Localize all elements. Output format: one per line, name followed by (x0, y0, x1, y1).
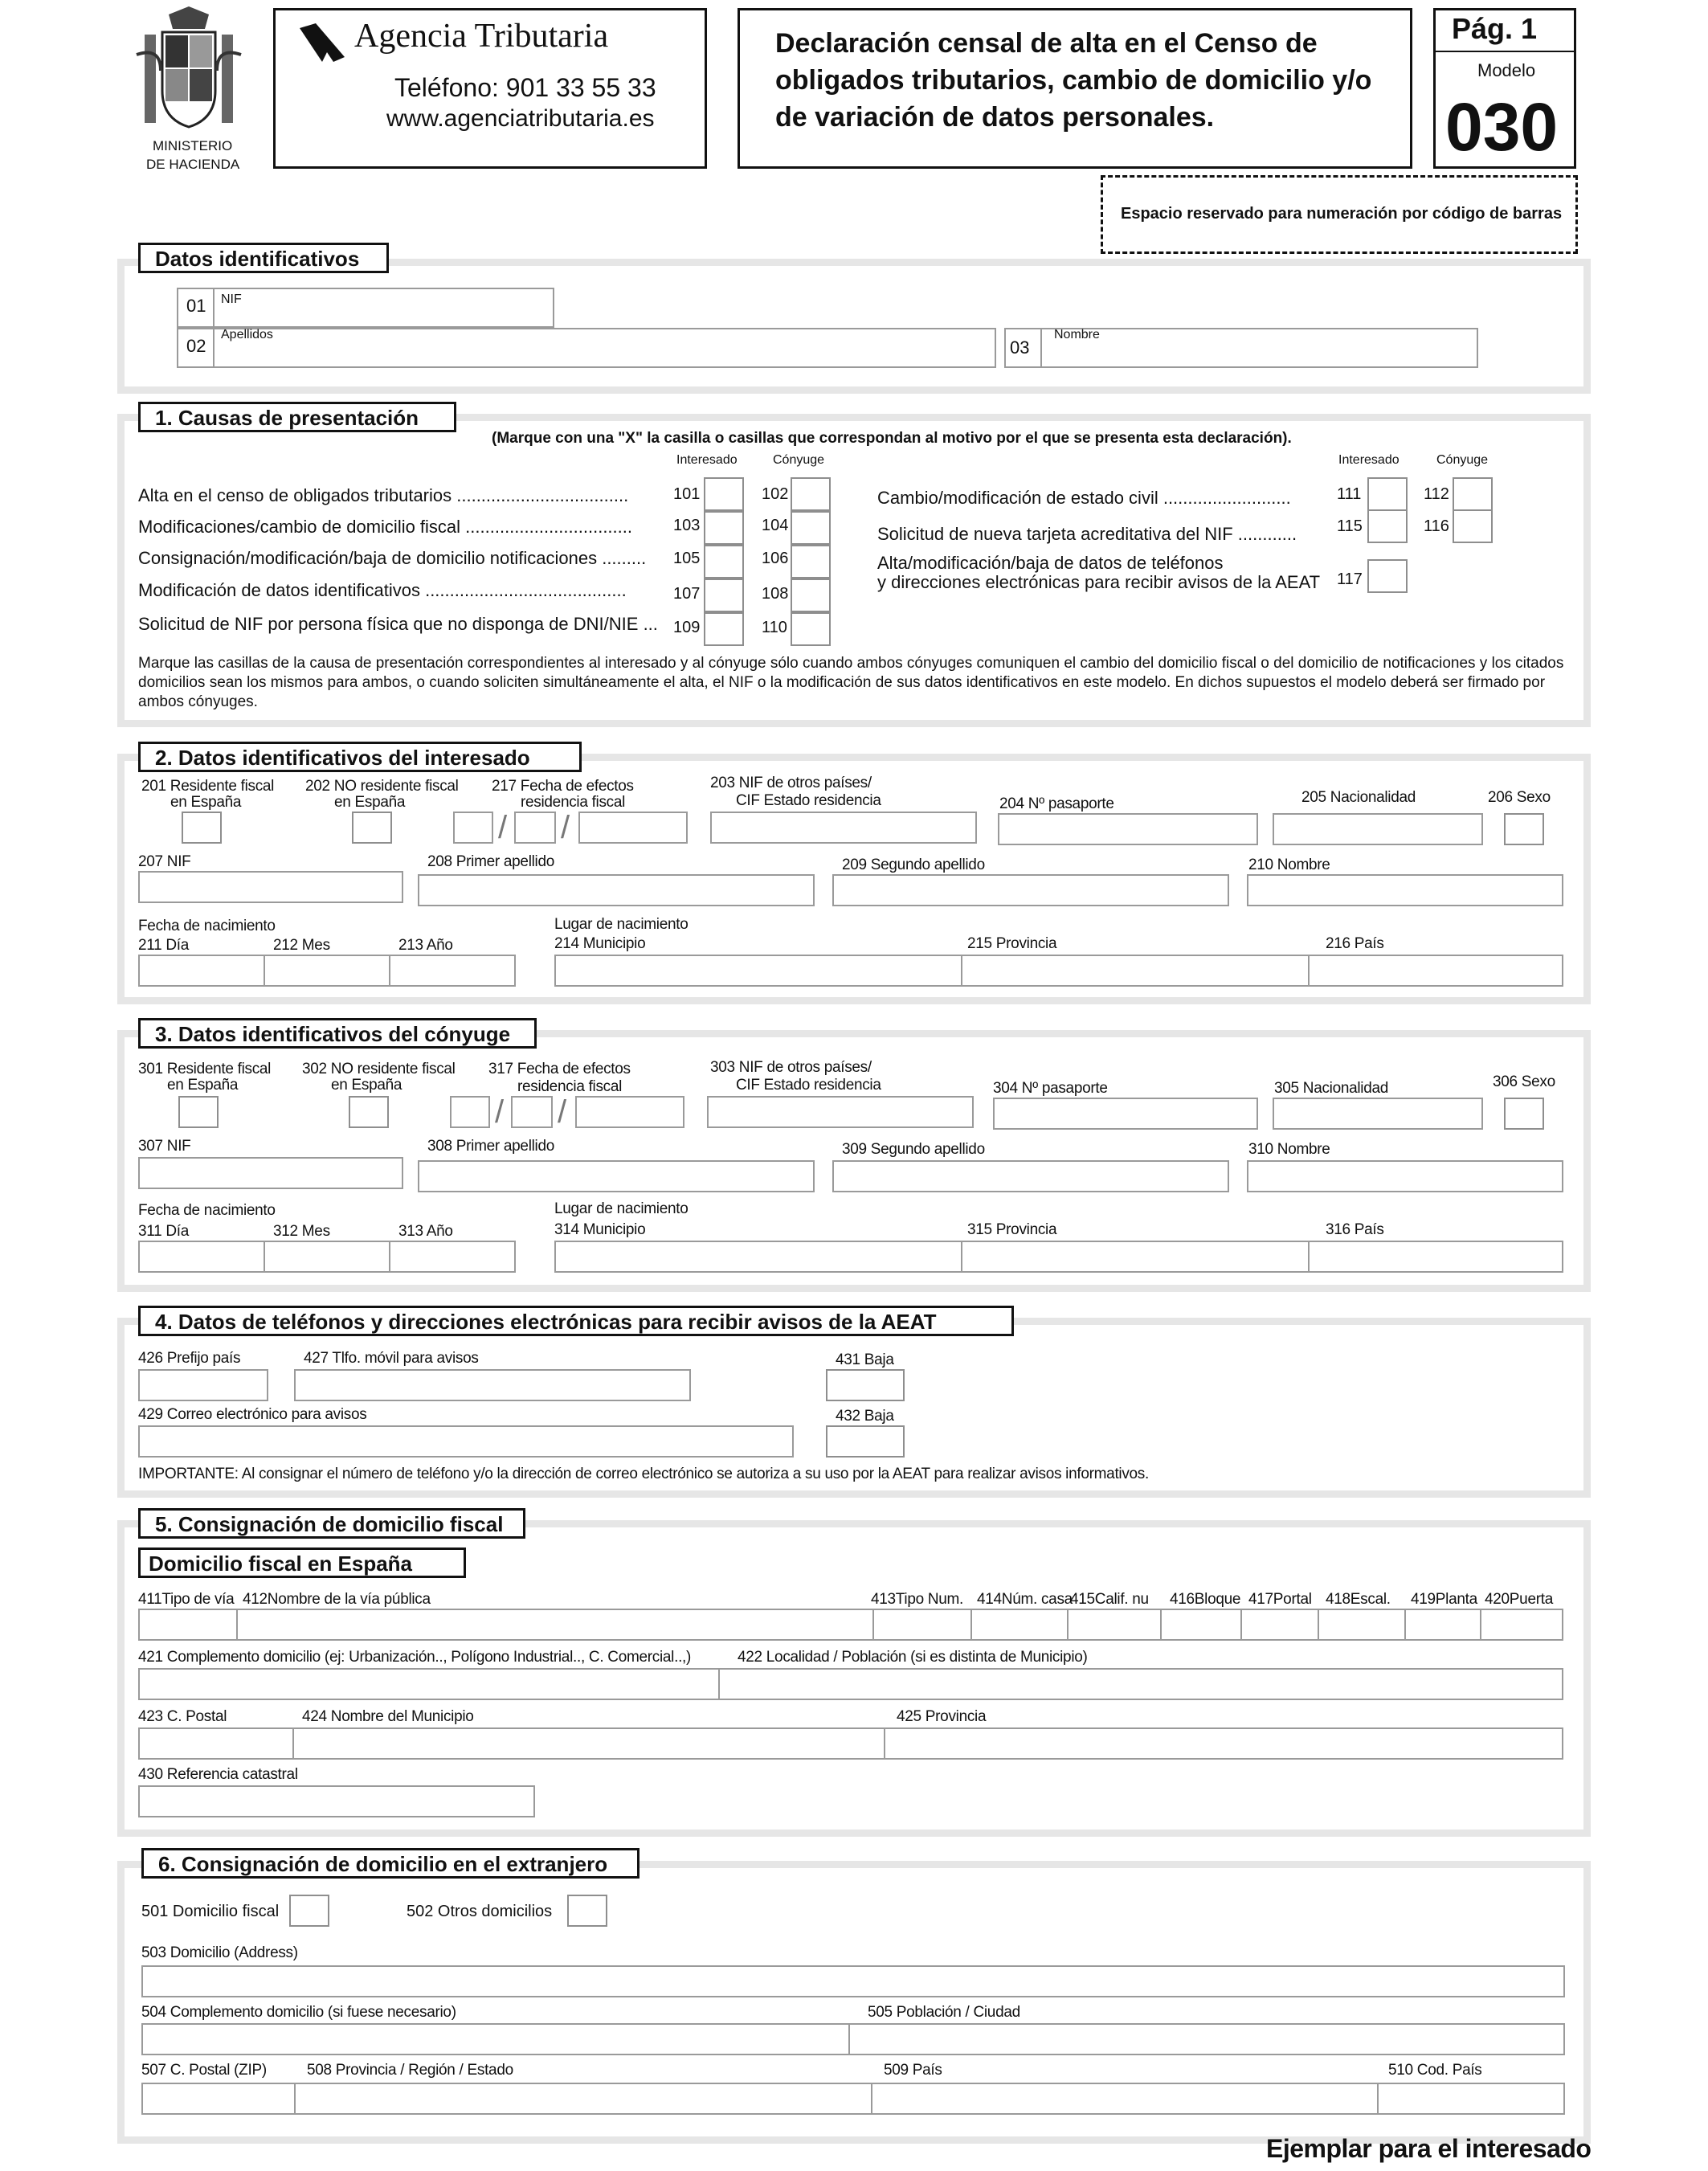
field-425[interactable] (884, 1727, 1563, 1760)
s1-row5-a-num: 109 (673, 619, 701, 636)
s2-f209: 209 Segundo apellido (842, 857, 985, 873)
cb-103[interactable] (704, 511, 744, 545)
section-5-subtitle: Domicilio fiscal en España (138, 1548, 466, 1578)
s1-note-line3: ambos cónyuges. (138, 693, 258, 710)
cb-431[interactable] (826, 1369, 905, 1401)
field-308[interactable] (418, 1160, 815, 1192)
s3-f301-l2: en España (167, 1077, 239, 1094)
section-1-title: 1. Causas de presentación (138, 402, 456, 432)
apellidos-field[interactable] (177, 328, 996, 368)
copy-label: Ejemplar para el interesado (1266, 2134, 1592, 2163)
field-207[interactable] (138, 871, 403, 903)
s5-f414: 414Núm. casa (977, 1591, 1073, 1608)
date-217-day[interactable] (453, 812, 493, 844)
field-412[interactable] (236, 1609, 874, 1641)
field-419[interactable] (1404, 1609, 1481, 1641)
s5-f411: 411Tipo de vía (138, 1591, 235, 1608)
s3-f304: 304 Nº pasaporte (993, 1080, 1108, 1097)
s2-f217-l2: residencia fiscal (521, 794, 626, 811)
date-slash: / (498, 810, 508, 845)
s3-f313: 313 Año (398, 1223, 453, 1240)
form-title-line1: Declaración censal de alta en el Censo de (775, 28, 1318, 59)
model-number: 030 (1445, 89, 1559, 165)
apellidos-label: Apellidos (221, 328, 273, 341)
page-label: Pág. 1 (1452, 12, 1538, 45)
s3-f302-l2: en España (331, 1077, 402, 1094)
cb-202[interactable] (352, 812, 392, 844)
cb-115[interactable] (1367, 509, 1408, 543)
s1-instruction: (Marque con una "X" la casilla o casillas que correspondan al motivo por el que se presenta esta declaración). (492, 430, 1292, 447)
field-305[interactable] (1273, 1098, 1483, 1130)
cb-201[interactable] (182, 812, 222, 844)
field-306[interactable] (1504, 1098, 1544, 1130)
s4-f429: 429 Correo electrónico para avisos (138, 1406, 367, 1423)
cb-108[interactable] (791, 579, 831, 612)
field-314[interactable] (554, 1241, 962, 1273)
section-4-title: 4. Datos de teléfonos y direcciones electrónicas para recibir avisos de la AEAT (138, 1306, 1014, 1336)
cb-107[interactable] (704, 579, 744, 612)
s1-row4-label: Modificación de datos identificativos ......................................... (138, 580, 627, 600)
cb-112[interactable] (1453, 477, 1493, 511)
field-311[interactable] (138, 1241, 265, 1273)
field-415[interactable] (1067, 1609, 1162, 1641)
s3-birth-date: Fecha de nacimiento (138, 1202, 276, 1219)
barcode-area (1101, 175, 1578, 254)
s3-f307: 307 NIF (138, 1138, 191, 1155)
field-208[interactable] (418, 874, 815, 906)
field-310[interactable] (1247, 1160, 1563, 1192)
s4-f431: 431 Baja (836, 1351, 894, 1368)
agency-phone: Teléfono: 901 33 55 33 (394, 73, 656, 102)
section-2-title: 2. Datos identificativos del interesado (138, 742, 582, 772)
cb-432[interactable] (826, 1425, 905, 1458)
barcode-note: Espacio reservado para numeración por código de barras (1121, 205, 1563, 223)
s6-f510: 510 Cod. País (1388, 2062, 1482, 2079)
s1-right-row3-label-2: y direcciones electrónicas para recibir avisos de la AEAT (877, 572, 1321, 592)
field-507[interactable] (141, 2083, 296, 2115)
cb-301[interactable] (178, 1096, 219, 1128)
s2-f214: 214 Municipio (554, 935, 646, 952)
field-414[interactable] (970, 1609, 1069, 1641)
s1-right-row1-label: Cambio/modificación de estado civil .......................... (877, 488, 1291, 508)
s1-right-row2-label: Solicitud de nueva tarjeta acreditativa del NIF ............ (877, 524, 1297, 544)
s3-f301-l1: 301 Residente fiscal (138, 1061, 272, 1077)
field-416[interactable] (1160, 1609, 1242, 1641)
s3-f303-l2: CIF Estado residencia (736, 1077, 881, 1094)
cb-105[interactable] (704, 545, 744, 579)
s2-f213: 213 Año (398, 937, 453, 954)
field-424[interactable] (292, 1727, 885, 1760)
s1-note-line2: domicilios sean los mismos para ambos, o cuando soliciten simultáneamente el alta, el NIF o la modificación de sus datos identificativos en este modelo. En dichos supuestos el modelo deberá ser firmado por (138, 674, 1546, 691)
s5-f423: 423 C. Postal (138, 1708, 227, 1725)
field-205[interactable] (1273, 813, 1483, 845)
agency-box (273, 8, 707, 169)
field-209[interactable] (832, 874, 1229, 906)
s3-f317-l1: 317 Fecha de efectos (488, 1061, 631, 1077)
s5-f415: 415Calif. nu (1070, 1591, 1149, 1608)
s5-f417: 417Portal (1248, 1591, 1312, 1608)
s1-right-row3-label-1: Alta/modificación/baja de datos de teléfonos (877, 553, 1224, 573)
s1-row4-a-num: 107 (673, 585, 701, 603)
field-307[interactable] (138, 1157, 403, 1189)
col-interesado-right: Interesado (1338, 453, 1399, 467)
s6-f505: 505 Población / Ciudad (868, 2004, 1020, 2021)
date-217-month[interactable] (514, 812, 556, 844)
s1-row2-label: Modificaciones/cambio de domicilio fiscal .................................. (138, 517, 632, 537)
s3-f310: 310 Nombre (1248, 1141, 1330, 1158)
s2-f201-l2: en España (170, 794, 242, 811)
ministry-line1: MINISTERIO (153, 138, 233, 153)
field-422[interactable] (718, 1668, 1563, 1700)
s3-f312: 312 Mes (273, 1223, 330, 1240)
field-429[interactable] (138, 1425, 794, 1458)
field-304[interactable] (993, 1098, 1258, 1130)
form-title-line2: obligados tributarios, cambio de domicilio y/o (775, 65, 1372, 96)
field-315[interactable] (961, 1241, 1310, 1273)
cb-111[interactable] (1367, 477, 1408, 511)
s1-note (138, 654, 1576, 712)
s3-f315: 315 Provincia (967, 1221, 1057, 1238)
field-503[interactable] (141, 1965, 1565, 1997)
date-217-year[interactable] (578, 812, 688, 844)
s4-f427: 427 Tlfo. móvil para avisos (304, 1350, 479, 1367)
s3-f305: 305 Nacionalidad (1274, 1080, 1389, 1097)
s5-f418: 418Escal. (1326, 1591, 1391, 1608)
nif-label: NIF (221, 292, 242, 306)
field-206[interactable] (1504, 813, 1544, 845)
model-box (1433, 8, 1576, 169)
nombre-label: Nombre (1054, 328, 1100, 341)
ministry-line2: DE HACIENDA (146, 157, 240, 172)
s5-f420: 420Puerta (1485, 1591, 1553, 1608)
field-505[interactable] (848, 2023, 1565, 2055)
s1-row3-label: Consignación/modificación/baja de domicilio notificaciones ......... (138, 548, 647, 568)
field-303[interactable] (707, 1096, 974, 1128)
field-210[interactable] (1247, 874, 1563, 906)
s1-right-row2-a-num: 115 (1337, 517, 1363, 535)
s1-row1-label: Alta en el censo de obligados tributarios ................................... (138, 485, 629, 505)
s1-row5-b-num: 110 (762, 619, 787, 636)
s3-birth-place: Lugar de nacimiento (554, 1200, 689, 1217)
col-conyuge-left: Cónyuge (773, 453, 825, 467)
cb-110[interactable] (791, 612, 831, 646)
s3-f311: 311 Día (138, 1223, 190, 1240)
cb-116[interactable] (1453, 509, 1493, 543)
s6-f503: 503 Domicilio (Address) (141, 1944, 298, 1961)
s2-f203-l1: 203 NIF de otros países/ (710, 775, 872, 791)
cb-501[interactable] (289, 1895, 329, 1927)
field-212[interactable] (264, 955, 390, 987)
s6-f502: 502 Otros domicilios (407, 1903, 553, 1920)
field-417[interactable] (1240, 1609, 1319, 1641)
s2-birth-date: Fecha de nacimiento (138, 918, 276, 934)
s5-f413: 413Tipo Num. (871, 1591, 964, 1608)
cb-101[interactable] (704, 477, 744, 511)
s1-row1-a-num: 101 (673, 485, 701, 503)
s1-row4-b-num: 108 (762, 585, 789, 603)
s6-f508: 508 Provincia / Región / Estado (307, 2062, 513, 2079)
field-423[interactable] (138, 1727, 294, 1760)
s5-f421: 421 Complemento domicilio (ej: Urbanización.., Polígono Industrial.., C. Comercial..,) (138, 1649, 692, 1666)
col-conyuge-right: Cónyuge (1436, 453, 1489, 467)
s1-row3-a-num: 105 (673, 550, 701, 567)
field-510[interactable] (1377, 2083, 1565, 2115)
s1-right-row1-b-num: 112 (1424, 485, 1449, 503)
s2-f208: 208 Primer apellido (427, 853, 554, 870)
model-label: Modelo (1477, 60, 1536, 80)
field-203[interactable] (710, 812, 977, 844)
s2-f206: 206 Sexo (1488, 789, 1551, 806)
cb-104[interactable] (791, 511, 831, 545)
s2-f212: 212 Mes (273, 937, 330, 954)
s6-f507: 507 C. Postal (ZIP) (141, 2062, 267, 2079)
date-317-year[interactable] (575, 1096, 684, 1128)
form-title-box (738, 8, 1412, 169)
date-slash: / (561, 810, 570, 845)
field-num-03: 03 (1010, 337, 1030, 358)
s1-right-row1-a-num: 111 (1337, 485, 1362, 503)
date-317-day[interactable] (450, 1096, 490, 1128)
s2-birth-place: Lugar de nacimiento (554, 916, 689, 933)
field-426[interactable] (138, 1369, 268, 1401)
s1-row3-b-num: 106 (762, 550, 789, 567)
field-214[interactable] (554, 955, 962, 987)
s2-f202-l1: 202 NO residente fiscal (305, 778, 459, 795)
field-215[interactable] (961, 955, 1310, 987)
field-411[interactable] (138, 1609, 238, 1641)
s2-f205: 205 Nacionalidad (1301, 789, 1416, 806)
s3-f306: 306 Sexo (1493, 1073, 1555, 1090)
form-title-line3: de variación de datos personales. (775, 102, 1215, 133)
field-313[interactable] (389, 1241, 516, 1273)
field-509[interactable] (871, 2083, 1379, 2115)
field-num-01: 01 (186, 296, 206, 316)
s2-f202-l2: en España (334, 794, 406, 811)
s4-f432: 432 Baja (836, 1408, 894, 1425)
s4-important: IMPORTANTE: Al consignar el número de teléfono y/o la dirección de correo electrónico se autoriza a su uso por la AEAT para realizar avisos informativos. (138, 1466, 1149, 1482)
s1-row2-b-num: 104 (762, 517, 789, 534)
cb-102[interactable] (791, 477, 831, 511)
section-3-title: 3. Datos identificativos del cónyuge (138, 1018, 537, 1049)
agency-website: www.agenciatributaria.es (386, 105, 655, 132)
s2-f211: 211 Día (138, 937, 190, 954)
s5-f425: 425 Provincia (897, 1708, 987, 1725)
s2-f210: 210 Nombre (1248, 857, 1330, 873)
field-508[interactable] (294, 2083, 872, 2115)
section-6-title: 6. Consignación de domicilio en el extranjero (141, 1848, 639, 1879)
agency-logo-icon (298, 20, 346, 65)
field-504[interactable] (141, 2023, 850, 2055)
s3-f303-l1: 303 NIF de otros países/ (710, 1059, 872, 1076)
s2-f215: 215 Provincia (967, 935, 1057, 952)
section-5-title: 5. Consignación de domicilio fiscal (138, 1508, 525, 1539)
col-interesado-left: Interesado (676, 453, 738, 467)
s2-f207: 207 NIF (138, 853, 191, 870)
s1-row1-b-num: 102 (762, 485, 789, 503)
date-317-month[interactable] (511, 1096, 553, 1128)
field-309[interactable] (832, 1160, 1229, 1192)
s5-f430: 430 Referencia catastral (138, 1766, 298, 1783)
s2-f217-l1: 217 Fecha de efectos (492, 778, 634, 795)
id-section-title: Datos identificativos (138, 243, 389, 273)
s1-note-line1: Marque las casillas de la causa de presentación correspondientes al interesado y al cónyuge sólo cuando ambos cónyuges comuniquen el cambio del domicilio fiscal o del domicilio de notificaciones y los citados (138, 655, 1564, 672)
cb-502[interactable] (567, 1895, 607, 1927)
s4-f426: 426 Prefijo país (138, 1350, 241, 1367)
s3-f309: 309 Segundo apellido (842, 1141, 985, 1158)
s5-f419: 419Planta (1411, 1591, 1477, 1608)
agency-name: Agencia Tributaria (354, 18, 609, 55)
cb-117[interactable] (1367, 559, 1408, 593)
field-312[interactable] (264, 1241, 390, 1273)
field-316[interactable] (1308, 1241, 1563, 1273)
field-num-02: 02 (186, 336, 206, 356)
cb-106[interactable] (791, 545, 831, 579)
cb-109[interactable] (704, 612, 744, 646)
s6-f501: 501 Domicilio fiscal (141, 1903, 280, 1920)
field-418[interactable] (1318, 1609, 1406, 1641)
field-421[interactable] (138, 1668, 720, 1700)
s2-f216: 216 País (1326, 935, 1384, 952)
s1-right-row2-b-num: 116 (1424, 517, 1449, 535)
field-211[interactable] (138, 955, 265, 987)
field-204[interactable] (998, 813, 1258, 845)
s1-row2-a-num: 103 (673, 517, 701, 534)
field-420[interactable] (1480, 1609, 1563, 1641)
s6-f509: 509 País (884, 2062, 942, 2079)
s5-f424: 424 Nombre del Municipio (302, 1708, 474, 1725)
field-427[interactable] (294, 1369, 691, 1401)
s2-f201-l1: 201 Residente fiscal (141, 778, 275, 795)
s6-f504: 504 Complemento domicilio (si fuese necesario) (141, 2004, 456, 2021)
field-216[interactable] (1308, 955, 1563, 987)
s1-row5-label: Solicitud de NIF por persona física que no disponga de DNI/NIE ... (138, 614, 658, 634)
s1-right-row3-a-num: 117 (1337, 570, 1363, 588)
date-slash: / (558, 1094, 567, 1130)
s5-f422: 422 Localidad / Población (si es distinta de Municipio) (738, 1649, 1088, 1666)
date-slash: / (495, 1094, 505, 1130)
s2-f204: 204 Nº pasaporte (999, 795, 1114, 812)
s2-f203-l2: CIF Estado residencia (736, 792, 881, 809)
s3-f302-l1: 302 NO residente fiscal (302, 1061, 456, 1077)
s3-f308: 308 Primer apellido (427, 1138, 554, 1155)
field-213[interactable] (389, 955, 516, 987)
s5-f412: 412Nombre de la vía pública (243, 1591, 431, 1608)
s3-f314: 314 Municipio (554, 1221, 646, 1238)
field-413[interactable] (872, 1609, 972, 1641)
coat-of-arms-logo (129, 6, 249, 139)
s3-f317-l2: residencia fiscal (517, 1078, 623, 1095)
s3-f316: 316 País (1326, 1221, 1384, 1238)
cb-302[interactable] (349, 1096, 389, 1128)
field-430[interactable] (138, 1785, 535, 1817)
s5-f416: 416Bloque (1170, 1591, 1241, 1608)
